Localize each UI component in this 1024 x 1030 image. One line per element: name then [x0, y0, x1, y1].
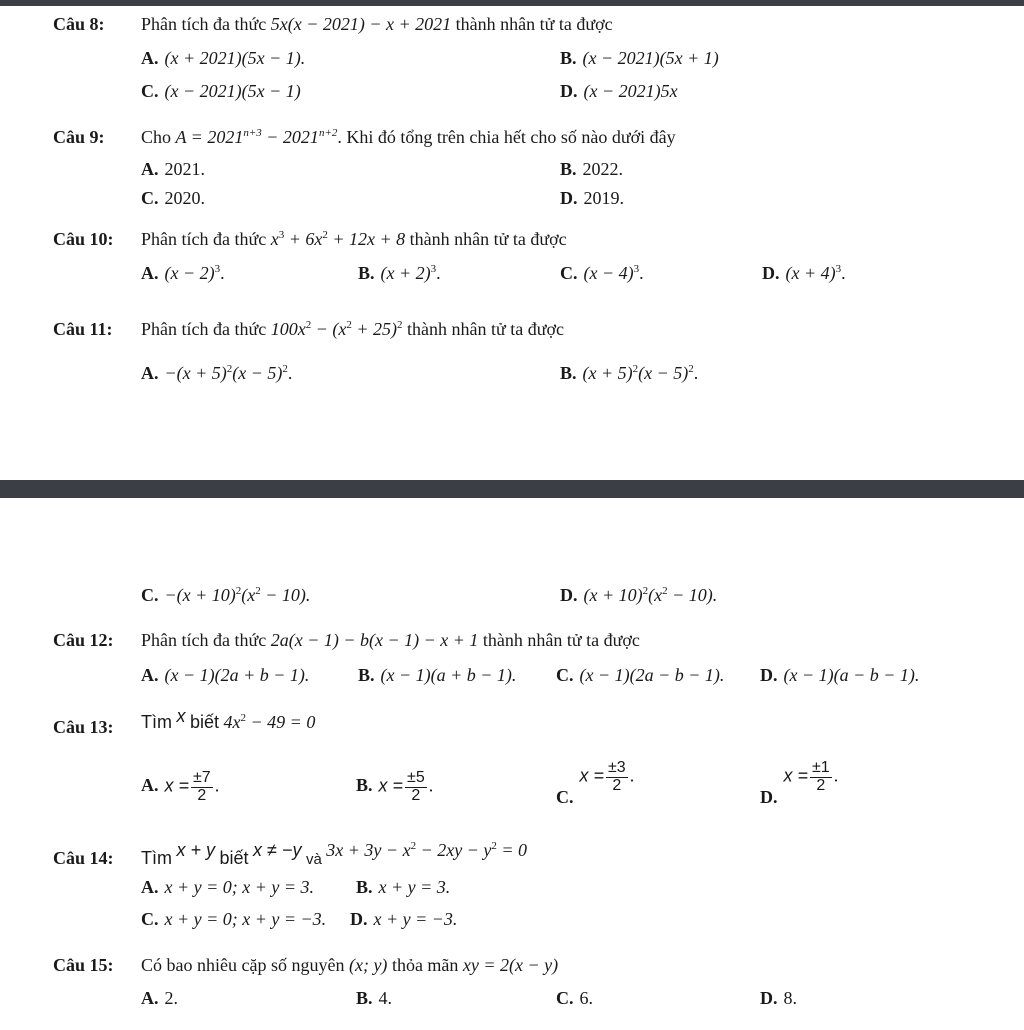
option-text: 2020.	[164, 188, 205, 208]
stem-expression: 4x	[223, 712, 241, 732]
question-9-stem	[141, 127, 676, 148]
q15-option-d[interactable]	[760, 988, 797, 1009]
option-text: (x + 10)	[583, 585, 643, 605]
option-text: (x − 1)(2a − b − 1).	[579, 665, 725, 685]
stem-expression: 2a(x − 1) − b(x − 1) − x + 1	[270, 630, 479, 650]
q10-option-c[interactable]: C. $(x - 4)^3$.	[560, 263, 644, 283]
option-text: 2021.	[164, 159, 205, 179]
option-label: A.	[141, 775, 159, 796]
q11-option-c[interactable]	[141, 585, 310, 606]
option-text: x + y = 3.	[378, 877, 451, 897]
exponent: 3	[278, 229, 285, 241]
q14-option-c[interactable]	[141, 909, 326, 930]
option-label: C.	[141, 188, 159, 208]
stem-text: thành nhân tử ta được	[482, 630, 640, 650]
exponent: 2	[235, 585, 242, 597]
option-lhs: x =	[579, 765, 605, 786]
exponent: 2	[632, 363, 639, 375]
stem-text: Tìm	[141, 712, 172, 732]
option-label: A.	[141, 48, 159, 68]
q13-option-a[interactable]: A. x = $\frac{\pm 7}{2}$ .	[141, 769, 220, 804]
question-11-stem	[141, 319, 564, 340]
question-8-label: Câu 8:	[53, 14, 105, 34]
stem-expression: 5x(x − 2021) − x + 2021	[270, 14, 452, 34]
exponent: 2	[240, 712, 247, 724]
stem-text: Phân tích đa thức	[141, 319, 267, 339]
stem-text: thỏa mãn	[391, 955, 459, 975]
fraction-numerator: ±3	[608, 759, 626, 776]
stem-text: Phân tích đa thức	[141, 229, 267, 249]
option-text: (x − 1)(a − b − 1).	[783, 665, 920, 685]
option-text: (x − 5)	[232, 363, 283, 383]
stem-text: biết	[190, 712, 220, 732]
q14-option-b[interactable]	[356, 877, 450, 898]
exponent: n+3	[243, 127, 262, 139]
option-label: B.	[560, 48, 577, 68]
option-label: C.	[141, 81, 159, 101]
option-label: C.	[560, 263, 578, 283]
fraction-numerator: ±5	[407, 769, 425, 786]
option-label: B.	[358, 665, 375, 685]
option-label: A.	[141, 263, 159, 283]
option-lhs: x =	[378, 775, 404, 796]
option-text: 2022.	[582, 159, 624, 179]
q12-option-c[interactable]	[556, 665, 724, 686]
option-label: B.	[560, 363, 577, 383]
stem-expression: = 0	[496, 840, 527, 860]
exponent: 3	[214, 263, 221, 275]
fraction	[405, 770, 427, 805]
stem-variable: x + y	[176, 840, 216, 860]
option-text: 4.	[378, 988, 393, 1008]
stem-expression: − 2021	[261, 127, 319, 147]
stem-variable: x	[176, 706, 186, 726]
exponent: 2	[305, 319, 312, 331]
option-label: D.	[560, 81, 578, 101]
option-text: x + y = −3.	[373, 909, 458, 929]
option-label: A.	[141, 988, 159, 1008]
option-lhs: x =	[164, 775, 190, 796]
option-label: B.	[356, 877, 373, 897]
option-label: D.	[762, 263, 780, 283]
exponent: 2	[688, 363, 694, 375]
fraction	[810, 760, 832, 795]
stem-text: Phân tích đa thức	[141, 14, 267, 34]
option-text: (x + 4)	[785, 263, 836, 283]
option-text: 6.	[579, 988, 593, 1008]
stem-expression: (x; y)	[348, 955, 388, 975]
stem-text: Tìm	[141, 848, 172, 868]
q14-option-d[interactable]	[350, 909, 457, 930]
option-label: D.	[350, 909, 368, 929]
exponent: 2	[226, 363, 233, 375]
q8-option-b[interactable]	[560, 48, 719, 69]
q11-option-b[interactable]: B. $(x + 5)^2(x - 5)^2$.	[560, 363, 699, 383]
q15-option-a[interactable]	[141, 988, 178, 1009]
stem-text: Cho	[141, 127, 172, 147]
exponent: 2	[491, 840, 497, 852]
stem-expression: A = 2021	[175, 127, 244, 147]
q10-option-b[interactable]: B. $(x + 2)^3$.	[358, 263, 441, 283]
q9-option-a[interactable]	[141, 159, 205, 180]
q10-option-d[interactable]: D. $(x + 4)^3$.	[762, 263, 846, 283]
option-text: 2.	[164, 988, 178, 1008]
fraction-numerator: ±7	[193, 769, 211, 786]
stem-expression: x	[270, 229, 279, 249]
option-lhs: x =	[783, 765, 809, 786]
stem-text: biết	[219, 848, 249, 868]
fraction	[606, 760, 628, 795]
question-10-stem	[141, 229, 567, 250]
fraction-denominator: 2	[411, 786, 421, 804]
q12-option-d[interactable]	[760, 665, 919, 686]
option-label: A.	[141, 877, 159, 897]
option-text: x + y = 0; x + y = −3.	[164, 909, 327, 929]
question-11-label: Câu 11:	[53, 319, 113, 339]
q14-option-a[interactable]	[141, 877, 314, 898]
exponent: 2	[322, 229, 328, 241]
option-label: D.	[760, 665, 778, 685]
page-separator	[0, 480, 1024, 498]
exponent: 2	[642, 585, 649, 597]
q8-option-d[interactable]	[560, 81, 678, 102]
option-text: (x − 4)	[583, 263, 634, 283]
exponent: 2	[410, 840, 417, 852]
q12-option-a[interactable]	[141, 665, 309, 686]
fraction-denominator: 2	[612, 776, 622, 794]
stem-expression: xy = 2(x − y)	[462, 955, 559, 975]
option-label: C.	[141, 585, 159, 605]
question-14-stem	[141, 840, 527, 868]
q15-option-b[interactable]	[356, 988, 392, 1009]
question-8-stem	[141, 14, 613, 35]
q8-option-c[interactable]	[141, 81, 301, 102]
option-text: −(x + 5)	[164, 363, 227, 383]
option-label: C.	[556, 787, 574, 808]
q13-option-d[interactable]: D.x = $\frac{\pm 1}{2}$ .	[760, 759, 839, 808]
q12-option-b[interactable]	[358, 665, 516, 686]
option-text: (x − 1)(a + b − 1).	[380, 665, 517, 685]
question-13-stem	[141, 706, 316, 733]
question-13-label: Câu 13:	[53, 717, 114, 737]
exponent: 2	[397, 319, 403, 331]
exponent: 2	[255, 585, 261, 597]
option-label: B.	[358, 263, 375, 283]
fraction-denominator: 2	[197, 786, 207, 804]
fraction	[191, 770, 213, 805]
option-text: 8.	[783, 988, 797, 1008]
option-text: (x − 1)(2a + b − 1).	[164, 665, 310, 685]
fraction-numerator: ±1	[812, 759, 830, 776]
stem-expression: 100x	[270, 319, 306, 339]
q10-option-a[interactable]: A. $(x - 2)^3$.	[141, 263, 225, 283]
option-text: − 10).	[260, 585, 311, 605]
stem-text: Phân tích đa thức	[141, 630, 267, 650]
option-label: B.	[356, 775, 373, 796]
option-label: B.	[356, 988, 373, 1008]
q9-option-b[interactable]	[560, 159, 623, 180]
option-label: D.	[760, 787, 778, 808]
stem-expression: + 25)	[351, 319, 398, 339]
exponent: 3	[633, 263, 640, 275]
option-text: (x − 2021)(5x + 1)	[582, 48, 719, 68]
option-text: x + y = 0; x + y = 3.	[164, 877, 315, 897]
option-text: −(x + 10)	[164, 585, 236, 605]
stem-expression: 3x + 3y − x	[326, 840, 411, 860]
option-label: A.	[141, 665, 159, 685]
option-text: (x − 5)	[638, 363, 689, 383]
question-15-stem	[141, 955, 558, 976]
option-label: C.	[141, 909, 159, 929]
q11-option-a[interactable]: A. $-(x + 5)^2(x - 5)^2$.	[141, 363, 293, 383]
option-text: (x + 2021)(5x − 1).	[164, 48, 306, 68]
top-bar	[0, 0, 1024, 6]
option-label: C.	[556, 988, 574, 1008]
q13-option-b[interactable]: B. x = $\frac{\pm 5}{2}$ .	[356, 769, 434, 804]
exponent: 3	[430, 263, 437, 275]
option-text: (x − 2)	[164, 263, 215, 283]
option-label: A.	[141, 363, 159, 383]
q9-option-d[interactable]	[560, 188, 624, 209]
stem-expression: + 6x	[284, 229, 323, 249]
q9-option-c[interactable]	[141, 188, 205, 209]
stem-text: thành nhân tử ta được	[407, 319, 565, 339]
stem-text: và	[305, 851, 322, 868]
option-label: D.	[560, 585, 578, 605]
exponent: 2	[282, 363, 288, 375]
option-text: 2019.	[583, 188, 624, 208]
stem-expression: − (x	[311, 319, 347, 339]
exponent: 2	[662, 585, 668, 597]
stem-expression: − 2xy − y	[416, 840, 492, 860]
q15-option-c[interactable]	[556, 988, 593, 1009]
option-label: D.	[760, 988, 778, 1008]
q13-option-c[interactable]: C.x = $\frac{\pm 3}{2}$ .	[556, 759, 635, 808]
stem-expression: − 49 = 0	[246, 712, 316, 732]
stem-text: Có bao nhiêu cặp số nguyên	[141, 955, 345, 975]
stem-text: thành nhân tử ta được	[409, 229, 567, 249]
option-text: (x − 2021)5x	[583, 81, 678, 101]
q11-option-d[interactable]	[560, 585, 717, 606]
exponent: 3	[835, 263, 842, 275]
stem-condition: x ≠ −y	[253, 840, 302, 860]
option-label: D.	[560, 188, 578, 208]
stem-expression: + 12x + 8	[327, 229, 406, 249]
exponent: n+2	[318, 127, 338, 139]
stem-text: thành nhân tử ta được	[455, 14, 613, 34]
option-text: (x − 2021)(5x − 1)	[164, 81, 301, 101]
option-text: (x	[241, 585, 256, 605]
option-text: (x	[648, 585, 663, 605]
exponent: 2	[346, 319, 352, 331]
question-9-label: Câu 9:	[53, 127, 105, 147]
option-label: B.	[560, 159, 577, 179]
option-text: − 10).	[667, 585, 718, 605]
option-text: (x + 5)	[582, 363, 633, 383]
option-label: A.	[141, 159, 159, 179]
option-text: (x + 2)	[380, 263, 431, 283]
fraction-denominator: 2	[816, 776, 826, 794]
q8-option-a[interactable]	[141, 48, 305, 69]
question-14-label: Câu 14:	[53, 848, 114, 868]
question-10-label: Câu 10:	[53, 229, 114, 249]
question-12-stem	[141, 630, 640, 651]
option-label: C.	[556, 665, 574, 685]
question-12-label: Câu 12:	[53, 630, 114, 650]
stem-text: . Khi đó tổng trên chia hết cho số nào dưới đây	[337, 127, 676, 147]
question-15-label: Câu 15:	[53, 955, 114, 975]
